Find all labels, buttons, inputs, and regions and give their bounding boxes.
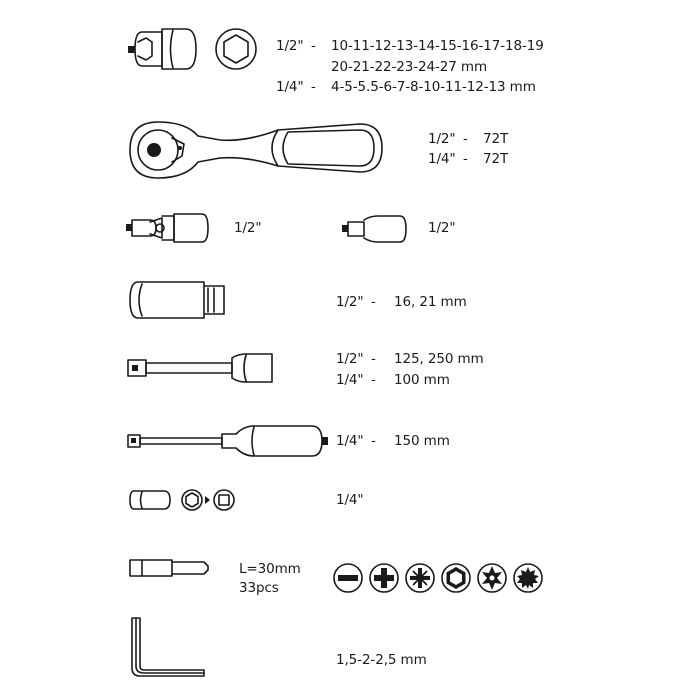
socket-label-quarter: 1/4" [276, 79, 304, 95]
ratchet-dash-half: - [463, 131, 468, 147]
spinner-dash: - [371, 433, 376, 449]
ratchet-teeth-quarter: 72T [483, 151, 509, 167]
ratchet-teeth-half: 72T [483, 131, 509, 147]
extension-label-quarter: 1/4" [336, 372, 364, 388]
spinner-size: 150 mm [394, 433, 450, 449]
phillips-bit-icon [368, 562, 400, 594]
bit-length: L=30mm [239, 561, 301, 577]
spark-plug-socket-illustration [128, 280, 228, 320]
extension-bar-illustration [126, 350, 276, 386]
bit-adapter-label: 1/4" [336, 492, 364, 508]
ratchet-dash-quarter: - [463, 151, 468, 167]
socket-end-view-icon [213, 26, 259, 72]
socket-dash-quarter: - [311, 79, 316, 95]
slotted-bit-icon [332, 562, 364, 594]
extension-dash-half: - [371, 351, 376, 367]
socket-sizes-half-cont: 20-21-22-23-24-27 mm [331, 59, 488, 75]
extension-sizes-quarter: 100 mm [394, 372, 450, 388]
extension-label-half: 1/2" [336, 351, 364, 367]
spark-socket-dash: - [371, 294, 376, 310]
extension-sizes-half: 125, 250 mm [394, 351, 484, 367]
extension-dash-quarter: - [371, 372, 376, 388]
socket-dash-half: - [311, 38, 316, 54]
adapter-label: 1/2" [428, 220, 456, 236]
torx-bit-icon [476, 562, 508, 594]
spark-socket-label: 1/2" [336, 294, 364, 310]
spark-socket-sizes: 16, 21 mm [394, 294, 467, 310]
hex-key-illustration [128, 614, 208, 678]
bit-illustration [128, 556, 210, 580]
adapter-illustration [342, 212, 408, 246]
hex-bit-icon [440, 562, 472, 594]
ujoint-label: 1/2" [234, 220, 262, 236]
hex-key-sizes: 1,5-2-2,5 mm [336, 652, 427, 668]
spinner-handle-illustration [126, 424, 332, 458]
universal-joint-illustration [126, 210, 212, 246]
bit-count: 33pcs [239, 580, 279, 596]
spline-bit-icon [512, 562, 544, 594]
pozidriv-bit-icon [404, 562, 436, 594]
socket-sizes-quarter: 4-5-5.5-6-7-8-10-11-12-13 mm [331, 79, 536, 95]
socket-sizes-half: 10-11-12-13-14-15-16-17-18-19 [331, 38, 544, 54]
ratchet-label-half: 1/2" [428, 131, 456, 147]
socket-illustration [128, 24, 208, 74]
ratchet-illustration [128, 120, 384, 180]
socket-label-half: 1/2" [276, 38, 304, 54]
bit-adapter-illustration [128, 488, 248, 512]
spinner-label: 1/4" [336, 433, 364, 449]
ratchet-label-quarter: 1/4" [428, 151, 456, 167]
